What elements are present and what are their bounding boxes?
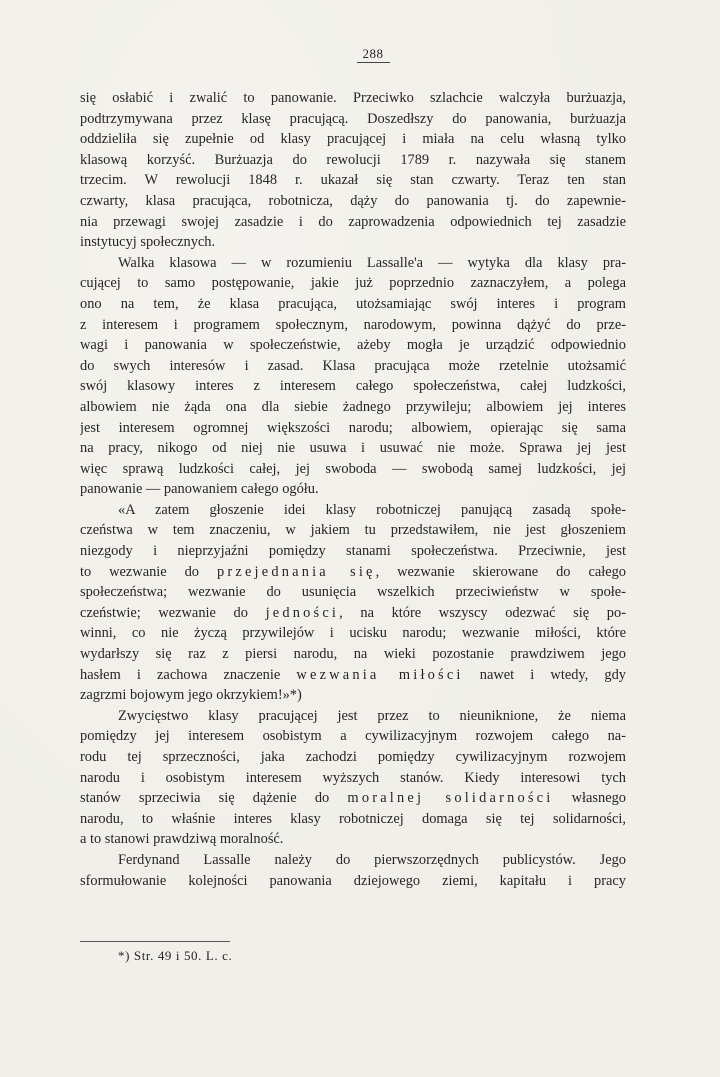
- text-line: czeństwa w tem znaczeniu, w jakiem tu przedstawiłem, nie jest głoszeniem: [80, 522, 626, 539]
- text-line: narodu i osobistym interesem wyższych stanów. Kiedy interesowi tych: [80, 769, 626, 786]
- emphasized-text: wezwania miłości: [296, 666, 464, 683]
- text-line: do swych interesów i zasad. Klasa pracująca może rzetelnie utożsamić: [80, 357, 626, 374]
- text-line: trzecim. W rewolucji 1848 r. ukazał się stan czwarty. Teraz ten stan: [80, 172, 626, 189]
- text-line: Zwycięstwo klasy pracującej jest przez to nieuniknione, że niema: [118, 707, 626, 724]
- text-line: wagi i panowania w społeczeństwie, ażeby mogła je urządzić odpowiednio: [80, 337, 626, 354]
- text-line: a to stanowi prawdziwą moralność.: [80, 831, 284, 848]
- body-text: [80, 88, 626, 891]
- emphasized-text: przejednania się: [216, 563, 376, 580]
- text-line: podtrzymywana przez klasę pracującą. Doszedłszy do panowania, burżuazja: [80, 110, 626, 127]
- text-line: stanów sprzeciwia się dążenie do moralnej solidarności własnego: [80, 790, 626, 807]
- text-line: Walka klasowa — w rozumieniu Lassalle'a — wytyka dla klasy pra-: [118, 254, 626, 271]
- text-line: sformułowanie kolejności panowania dziejowego ziemi, kapitału i pracy: [80, 872, 626, 889]
- text-line: z interesem i programem społecznym, narodowym, powinna dążyć do prze-: [80, 316, 626, 333]
- text-line: zagrzmi bojowym jego okrzykiem!»*): [80, 687, 302, 704]
- text-line: czeństwie; wezwanie do jedności, na które wszyscy odezwać się po-: [80, 604, 626, 621]
- footnote: *) Str. 49 i 50. L. c.: [118, 948, 233, 963]
- footnote-divider: [80, 941, 230, 942]
- text-line: instytucyj społecznych.: [80, 234, 216, 251]
- text-line: panowanie — panowaniem całego ogółu.: [80, 481, 319, 498]
- text-line: rodu tej sprzeczności, jaka zachodzi pomiędzy cywilizacyjnym rozwojem: [80, 749, 626, 765]
- text-line: to wezwanie do przejednania się, wezwanie skierowane do całego: [80, 563, 626, 580]
- text-line: wydarłszy się raz z piersi narodu, na wieki pozostanie prawdziwem jego: [80, 646, 626, 663]
- text-line: więc sprawą ludzkości całej, jej swoboda — swobodą samej ludzkości, jej: [80, 460, 626, 477]
- text-line: Ferdynand Lassalle należy do pierwszorzędnych publicystów. Jego: [118, 851, 626, 868]
- text-line: oddzieliła się zupełnie od klasy pracującej i miała na celu własną tylko: [80, 131, 626, 148]
- text-line: niezgody i nieprzyjaźni pomiędzy stanami społeczeństwa. Przeciwnie, jest: [80, 543, 626, 560]
- text-line: jest interesem ogromnej większości narodu; albowiem, opierając się sama: [80, 419, 626, 436]
- text-line: winni, co nie życzą przywilejów i ucisku narodu; wezwanie miłości, które: [80, 625, 626, 642]
- text-line: albowiem nie żąda ona dla siebie żadnego przywileju; albowiem jej interes: [80, 398, 626, 415]
- page-number: 288: [0, 46, 720, 62]
- text-line: nia przewagi swojej zasadzie i do zaprowadzenia odpowiednich tej zasadzie: [80, 213, 626, 230]
- text-line: się osłabić i zwalić to panowanie. Przeciwko szlachcie walczyła burżuazja,: [80, 90, 626, 106]
- emphasized-text: moralnej solidarności: [347, 790, 554, 807]
- text-line: «A zatem głoszenie idei klasy robotniczej panującą zasadą społe-: [118, 501, 626, 518]
- text-line: narodu, to właśnie interes klasy robotniczej domaga się tej solidarności,: [80, 810, 626, 827]
- text-line: cującej to samo postępowanie, jakie już poprzednio zaznaczyłem, a polega: [80, 275, 626, 292]
- text-line: ono na tem, że klasa pracująca, utożsamiając swój interes i program: [80, 295, 626, 312]
- text-line: na pracy, nikogo od niej nie usuwa i usuwać nie może. Sprawa jej jest: [80, 440, 626, 457]
- text-line: społeczeństwa; wezwanie do usunięcia wszelkich przeciwieństw w społe-: [80, 584, 626, 601]
- text-line: hasłem i zachowa znaczenie wezwania miłości nawet i wtedy, gdy: [80, 666, 626, 683]
- text-line: klasową korzyść. Burżuazja do rewolucji 1789 r. nazywała się stanem: [80, 151, 626, 168]
- emphasized-text: jedności: [265, 604, 340, 621]
- text-line: czwarty, klasa pracująca, robotnicza, dąży do panowania tj. do zapewnie-: [80, 192, 626, 209]
- text-line: swój klasowy interes z interesem całego społeczeństwa, całej ludzkości,: [80, 378, 626, 395]
- text-line: pomiędzy jej interesem osobistym a cywilizacyjnym rozwojem całego na-: [80, 728, 626, 745]
